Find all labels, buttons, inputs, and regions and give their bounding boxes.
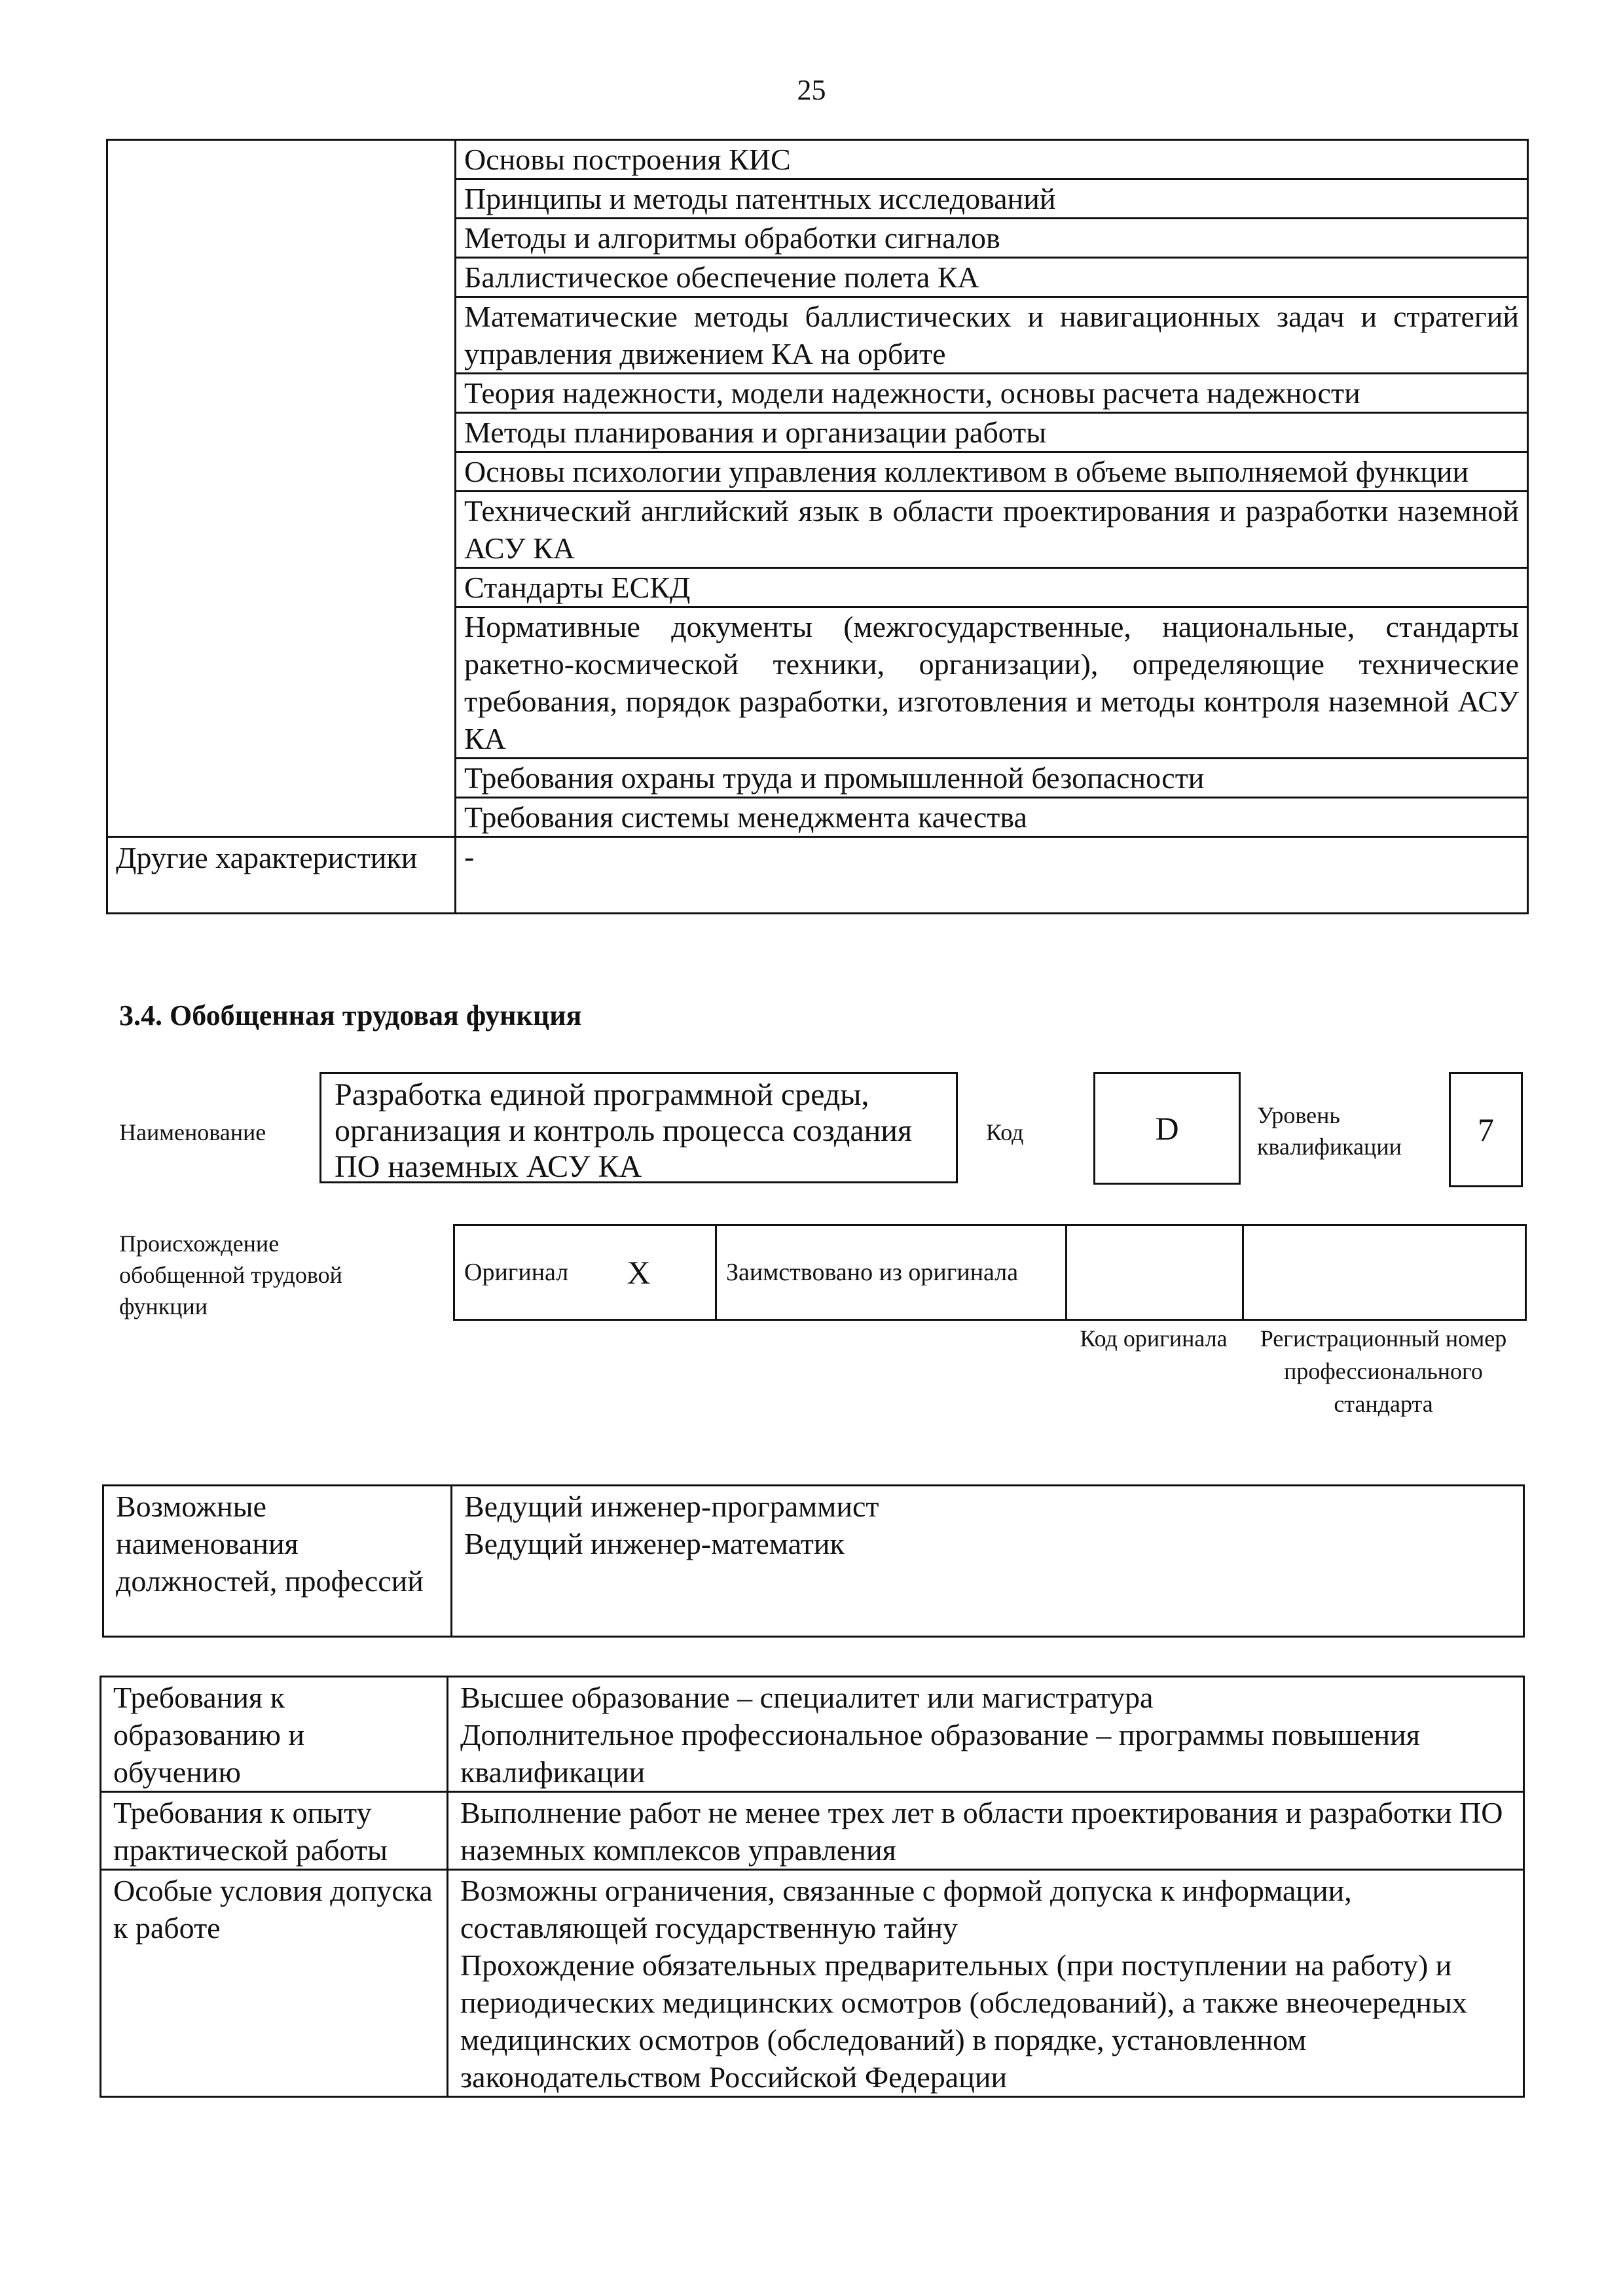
knowledge-item: Теория надежности, модели надежности, основы расчета надежности	[456, 374, 1528, 413]
table-row	[107, 837, 1528, 914]
origin-label: Происхождение обобщенной трудовой функции	[119, 1230, 342, 1319]
knowledge-item: Методы планирования и организации работы	[456, 413, 1528, 452]
registration-number-cell	[1243, 1225, 1526, 1320]
knowledge-item: Принципы и методы патентных исследований	[456, 179, 1528, 219]
knowledge-item: Требования охраны труда и промышленной безопасности	[456, 759, 1528, 798]
table-cell-empty	[107, 140, 456, 837]
positions-table	[102, 1484, 1525, 1638]
knowledge-item: Технический английский язык в области проектирования и разработки наземной АСУ КА	[456, 492, 1528, 568]
table-row	[454, 1225, 1526, 1320]
knowledge-item: Методы и алгоритмы обработки сигналов	[456, 219, 1528, 258]
original-code-cell	[1067, 1225, 1243, 1320]
table-row	[103, 1486, 1524, 1637]
code-label: Код	[986, 1119, 1024, 1145]
experience-values	[448, 1792, 1524, 1870]
requirement-line: Дополнительное профессиональное образование – программы повышения квалификации	[460, 1718, 1420, 1789]
other-characteristics-value: -	[456, 837, 1528, 914]
experience-label: Требования к опыту практической работы	[101, 1792, 448, 1870]
requirement-line: Возможны ограничения, связанные с формой допуска к информации, составляющей государственную тайну	[460, 1874, 1352, 1945]
borrowed-label: Заимствовано из оригинала	[716, 1225, 1067, 1320]
registration-number-caption: Регистрационный номер профессионального стандарта	[1260, 1325, 1507, 1417]
knowledge-table	[106, 139, 1529, 914]
requirement-line: Высшее образование – специалитет или магистратура	[460, 1681, 1154, 1714]
knowledge-item: Математические методы баллистических и навигационных задач и стратегий управления движением КА на орбите	[456, 297, 1528, 374]
education-label: Требования к образованию и обучению	[101, 1677, 448, 1792]
level-value-box: 7	[1449, 1072, 1523, 1187]
page-number: 25	[797, 74, 826, 106]
section-heading: 3.4. Обобщенная трудовая функция	[119, 999, 582, 1031]
origin-table	[453, 1224, 1527, 1321]
level-label: Уровень квалификации	[1257, 1102, 1402, 1160]
other-characteristics-label: Другие характеристики	[107, 837, 456, 914]
table-row	[101, 1792, 1524, 1870]
requirement-line: Прохождение обязательных предварительных (при поступлении на работу) и периодических медицинских осмотров (обследований), а также внеочередных медицинских осмотров (обследований) в порядке, установленном законодательством Российской Федерации	[460, 1948, 1467, 2094]
requirement-line: Выполнение работ не менее трех лет в области проектирования и разработки ПО наземных комплексов управления	[460, 1796, 1503, 1867]
knowledge-item: Основы построения КИС	[456, 140, 1528, 179]
position-title: Ведущий инженер-программист	[464, 1490, 879, 1523]
table-row	[101, 1677, 1524, 1792]
knowledge-item: Основы психологии управления коллективом в объеме выполняемой функции	[456, 452, 1528, 492]
special-conditions-label: Особые условия допуска к работе	[101, 1870, 448, 2097]
knowledge-item: Баллистическое обеспечение полета КА	[456, 258, 1528, 297]
education-values	[448, 1677, 1524, 1792]
positions-values	[452, 1486, 1524, 1637]
position-title: Ведущий инженер-математик	[464, 1527, 845, 1560]
name-label: Наименование	[119, 1119, 266, 1145]
special-conditions-values	[448, 1870, 1524, 2097]
original-code-caption: Код оригинала	[1080, 1325, 1228, 1352]
original-label: Оригинал	[454, 1225, 618, 1320]
table-row	[101, 1870, 1524, 2097]
table-row	[107, 140, 1528, 179]
knowledge-item: Стандарты ЕСКД	[456, 568, 1528, 607]
positions-label: Возможные наименования должностей, профессий	[103, 1486, 452, 1637]
knowledge-item: Нормативные документы (межгосударственные, национальные, стандарты ракетно-космической техники, организации), определяющие технические требования, порядок разработки, изготовления и методы контроля наземной АСУ КА	[456, 607, 1528, 759]
code-value-box: D	[1093, 1072, 1241, 1185]
requirements-table	[100, 1676, 1525, 2098]
original-mark: X	[618, 1225, 716, 1320]
knowledge-item: Требования системы менеджмента качества	[456, 798, 1528, 837]
function-name-box: Разработка единой программной среды, организация и контроль процесса создания ПО наземных АСУ КА	[319, 1072, 958, 1183]
